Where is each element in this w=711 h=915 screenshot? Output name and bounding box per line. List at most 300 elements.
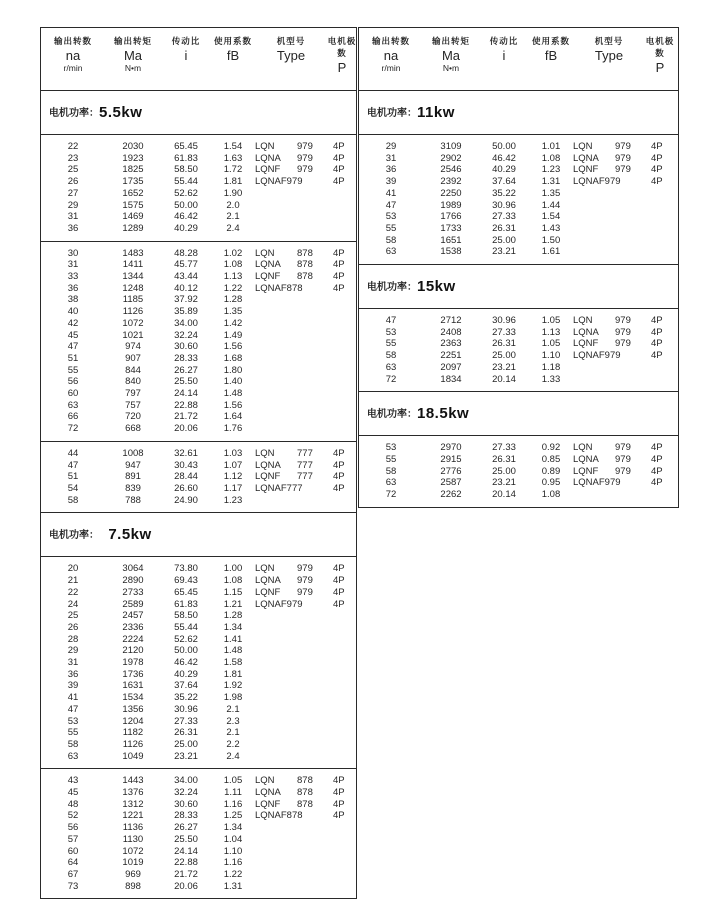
table-row xyxy=(359,338,678,350)
cell-type xyxy=(255,657,327,669)
cell-fb: 0.92 xyxy=(541,442,561,454)
cell-na: 39 xyxy=(67,680,79,692)
cell-type xyxy=(573,153,645,165)
cell-na: 63 xyxy=(385,477,397,489)
cell-fb: 1.40 xyxy=(223,376,243,388)
cell-ma: 1204 xyxy=(122,715,144,727)
cell-fb: 1.08 xyxy=(223,575,243,587)
cell-type xyxy=(255,716,327,728)
cell-na: 51 xyxy=(67,471,79,483)
cell-fb: 1.56 xyxy=(223,399,243,411)
cell-fb: 1.54 xyxy=(223,141,243,152)
cell-ma: 2776 xyxy=(440,465,462,477)
cell-type xyxy=(573,327,645,339)
cell-i: 45.77 xyxy=(174,259,198,271)
cell-ma: 1651 xyxy=(440,234,462,246)
cell-type xyxy=(573,223,645,235)
type-size: 878 xyxy=(297,787,313,799)
cell-na: 53 xyxy=(385,326,397,338)
type-model: LQNF xyxy=(573,465,599,477)
col-symbol: Ma xyxy=(123,48,143,63)
cell-ma: 1130 xyxy=(122,833,144,845)
cell-na: 22 xyxy=(67,141,79,152)
cell-type xyxy=(573,454,645,466)
cell-ma: 1312 xyxy=(122,798,144,810)
cell-i: 32.61 xyxy=(174,447,198,459)
cell-na: 47 xyxy=(67,703,79,715)
cell-type xyxy=(255,448,327,460)
cell-na: 48 xyxy=(67,798,79,810)
cell-ma: 1766 xyxy=(440,211,462,223)
table-row xyxy=(359,454,678,466)
cell-type xyxy=(255,869,327,881)
table-row xyxy=(41,587,356,599)
cell-i: 73.80 xyxy=(174,563,198,575)
cell-ma: 3109 xyxy=(440,141,462,152)
col-header-ma xyxy=(105,35,161,85)
col-header-p xyxy=(645,35,675,85)
cell-p: 4P xyxy=(333,176,345,188)
table-row xyxy=(359,200,678,212)
cell-ma: 1072 xyxy=(122,845,144,857)
cell-type xyxy=(255,188,327,200)
cell-fb: 1.23 xyxy=(223,494,243,506)
cell-na: 31 xyxy=(67,657,79,669)
cell-ma: 1469 xyxy=(122,211,144,223)
cell-fb: 2.1 xyxy=(226,211,240,223)
type-model: LQNF xyxy=(255,586,281,598)
table-row xyxy=(41,330,356,342)
cell-na: 29 xyxy=(67,199,79,211)
cell-type xyxy=(255,669,327,681)
type-size: 878 xyxy=(297,798,313,810)
table-row xyxy=(41,634,356,646)
cell-fb: 1.44 xyxy=(541,199,561,211)
cell-ma: 1248 xyxy=(122,282,144,294)
cell-na: 55 xyxy=(385,453,397,465)
col-label-cn: 输出转矩 xyxy=(431,36,470,46)
col-unit xyxy=(211,63,255,73)
col-label-cn: 传动比 xyxy=(171,36,201,46)
ratio-block xyxy=(41,769,356,898)
cell-i: 40.29 xyxy=(174,668,198,680)
cell-i: 40.29 xyxy=(492,164,516,176)
power-band xyxy=(359,265,678,309)
cell-fb: 0.95 xyxy=(541,477,561,489)
table-row xyxy=(41,834,356,846)
table-row xyxy=(41,353,356,365)
cell-na: 72 xyxy=(385,489,397,501)
cell-fb: 1.33 xyxy=(541,373,561,385)
cell-fb: 1.56 xyxy=(223,341,243,353)
table-row xyxy=(41,739,356,751)
cell-p xyxy=(327,657,357,669)
cell-type xyxy=(255,141,327,153)
col-header-i xyxy=(161,35,211,85)
cell-fb: 2.2 xyxy=(226,738,240,750)
cell-i: 30.43 xyxy=(174,459,198,471)
cell-ma: 1126 xyxy=(122,738,144,750)
cell-ma: 1021 xyxy=(122,329,144,341)
cell-i: 69.43 xyxy=(174,575,198,587)
cell-na: 53 xyxy=(385,442,397,454)
cell-ma: 1376 xyxy=(122,787,144,799)
cell-p: 4P xyxy=(333,798,345,810)
cell-na: 64 xyxy=(67,857,79,869)
cell-na: 56 xyxy=(67,822,79,834)
cell-na: 29 xyxy=(385,141,397,152)
cell-fb: 1.68 xyxy=(223,352,243,364)
table-row xyxy=(41,751,356,763)
cell-na: 23 xyxy=(67,152,79,164)
ratio-block xyxy=(41,135,356,242)
col-unit xyxy=(529,63,573,73)
cell-fb: 1.28 xyxy=(223,294,243,306)
table-row xyxy=(41,176,356,188)
table-row xyxy=(41,318,356,330)
cell-fb: 1.35 xyxy=(541,187,561,199)
cell-p xyxy=(327,341,357,353)
cell-p xyxy=(645,223,675,235)
ratio-block xyxy=(359,135,678,265)
cell-p: 4P xyxy=(333,164,345,176)
cell-ma: 2902 xyxy=(440,152,462,164)
cell-p xyxy=(327,411,357,423)
cell-i: 27.33 xyxy=(174,715,198,727)
cell-i: 26.27 xyxy=(174,822,198,834)
table-row xyxy=(41,495,356,507)
type-size: 777 xyxy=(297,447,313,459)
cell-i: 55.44 xyxy=(174,176,198,188)
cell-i: 34.00 xyxy=(174,775,198,787)
type-size: 979 xyxy=(297,141,313,152)
cell-i: 30.60 xyxy=(174,341,198,353)
type-size: 979 xyxy=(615,338,631,350)
cell-na: 47 xyxy=(67,459,79,471)
cell-type: LQNAF979 xyxy=(255,176,303,188)
cell-type xyxy=(255,857,327,869)
col-symbol: na xyxy=(383,48,399,63)
cell-ma: 1019 xyxy=(122,857,144,869)
cell-na: 41 xyxy=(385,187,397,199)
table-row xyxy=(41,259,356,271)
cell-fb: 1.10 xyxy=(223,845,243,857)
cell-p xyxy=(327,881,357,893)
cell-na: 33 xyxy=(67,271,79,283)
table-row xyxy=(41,306,356,318)
cell-ma: 1733 xyxy=(440,222,462,234)
cell-i: 26.31 xyxy=(492,453,516,465)
cell-na: 40 xyxy=(67,306,79,318)
cell-i: 37.64 xyxy=(492,176,516,188)
cell-na: 25 xyxy=(67,610,79,622)
cell-fb: 1.50 xyxy=(541,234,561,246)
cell-p xyxy=(327,365,357,377)
col-symbol: i xyxy=(184,48,188,63)
cell-type: LQNAF878 xyxy=(255,810,303,822)
type-size: 878 xyxy=(297,247,313,259)
ratio-block xyxy=(359,436,678,507)
cell-ma: 2262 xyxy=(440,489,462,501)
cell-ma: 2251 xyxy=(440,350,462,362)
cell-i: 22.88 xyxy=(174,857,198,869)
table-row xyxy=(41,799,356,811)
type-size: 979 xyxy=(615,453,631,465)
cell-na: 55 xyxy=(67,727,79,739)
cell-ma: 1185 xyxy=(122,294,144,306)
cell-na: 63 xyxy=(67,399,79,411)
cell-p xyxy=(327,400,357,412)
cell-type xyxy=(255,563,327,575)
cell-na: 43 xyxy=(67,775,79,787)
spec-table-right xyxy=(358,27,679,508)
cell-ma: 844 xyxy=(125,364,141,376)
col-header-ma xyxy=(423,35,479,85)
cell-i: 24.14 xyxy=(174,845,198,857)
cell-i: 25.00 xyxy=(492,465,516,477)
cell-na: 26 xyxy=(67,621,79,633)
cell-ma: 2097 xyxy=(440,361,462,373)
cell-na: 47 xyxy=(385,199,397,211)
type-model: LQN xyxy=(255,447,275,459)
table-row xyxy=(41,164,356,176)
cell-ma: 974 xyxy=(125,341,141,353)
cell-ma: 2363 xyxy=(440,338,462,350)
type-model: LQN xyxy=(255,247,275,259)
cell-p xyxy=(327,669,357,681)
cell-na: 44 xyxy=(67,447,79,459)
cell-fb: 1.61 xyxy=(541,246,561,258)
type-size: 979 xyxy=(615,315,631,327)
cell-p: 4P xyxy=(333,482,345,494)
type-model: LQN xyxy=(255,141,275,152)
cell-i: 27.33 xyxy=(492,442,516,454)
cell-na: 55 xyxy=(385,338,397,350)
type-size: 979 xyxy=(615,465,631,477)
cell-p xyxy=(327,727,357,739)
type-size: 979 xyxy=(615,442,631,454)
cell-type xyxy=(255,495,327,507)
cell-p xyxy=(327,645,357,657)
ratio-block xyxy=(41,557,356,769)
cell-fb: 1.48 xyxy=(223,645,243,657)
power-label: 电机功率： xyxy=(49,108,99,119)
cell-i: 65.45 xyxy=(174,141,198,152)
type-size: 979 xyxy=(615,141,631,152)
cell-type xyxy=(255,680,327,692)
cell-i: 26.31 xyxy=(174,727,198,739)
cell-type xyxy=(255,587,327,599)
table-row xyxy=(41,575,356,587)
col-label-cn: 使用系数 xyxy=(213,36,252,46)
table-row xyxy=(41,775,356,787)
cell-na: 72 xyxy=(67,423,79,435)
cell-i: 30.96 xyxy=(492,199,516,211)
col-unit xyxy=(161,63,211,73)
cell-ma: 969 xyxy=(125,868,141,880)
cell-fb: 1.02 xyxy=(223,247,243,259)
type-model: LQNF xyxy=(255,271,281,283)
cell-ma: 1834 xyxy=(440,373,462,385)
cell-ma: 1126 xyxy=(122,306,144,318)
cell-fb: 1.18 xyxy=(541,361,561,373)
cell-type xyxy=(255,471,327,483)
cell-i: 35.22 xyxy=(174,692,198,704)
cell-i: 32.24 xyxy=(174,787,198,799)
cell-ma: 1652 xyxy=(122,187,144,199)
col-label-cn: 输出转矩 xyxy=(113,36,152,46)
table-row xyxy=(41,704,356,716)
type-size: 979 xyxy=(297,152,313,164)
cell-ma: 2733 xyxy=(122,586,144,598)
cell-type xyxy=(255,164,327,176)
cell-p: 4P xyxy=(333,152,345,164)
cell-type xyxy=(255,799,327,811)
cell-i: 25.50 xyxy=(174,833,198,845)
cell-i: 21.72 xyxy=(174,868,198,880)
cell-i: 30.96 xyxy=(174,703,198,715)
cell-i: 23.21 xyxy=(492,477,516,489)
cell-p: 4P xyxy=(333,775,345,787)
cell-i: 58.50 xyxy=(174,164,198,176)
table-row xyxy=(41,471,356,483)
cell-na: 58 xyxy=(385,465,397,477)
cell-fb: 1.49 xyxy=(223,329,243,341)
cell-ma: 1443 xyxy=(122,775,144,787)
cell-i: 26.31 xyxy=(492,222,516,234)
cell-na: 58 xyxy=(67,494,79,506)
cell-ma: 2890 xyxy=(122,575,144,587)
cell-p xyxy=(327,188,357,200)
cell-na: 55 xyxy=(67,364,79,376)
cell-i: 65.45 xyxy=(174,586,198,598)
cell-ma: 1483 xyxy=(122,247,144,259)
cell-na: 56 xyxy=(67,376,79,388)
type-model: LQN xyxy=(255,563,275,575)
cell-type: LQNAF979 xyxy=(573,350,621,362)
col-header-p xyxy=(327,35,357,85)
type-model: LQNA xyxy=(573,152,599,164)
cell-na: 25 xyxy=(67,164,79,176)
cell-type xyxy=(573,235,645,247)
cell-p xyxy=(645,246,675,258)
cell-fb: 1.00 xyxy=(223,563,243,575)
cell-ma: 2408 xyxy=(440,326,462,338)
cell-type xyxy=(255,775,327,787)
cell-ma: 1923 xyxy=(122,152,144,164)
cell-fb: 1.58 xyxy=(223,657,243,669)
cell-p xyxy=(327,751,357,763)
cell-i: 35.89 xyxy=(174,306,198,318)
type-model: LQN xyxy=(573,141,593,152)
cell-fb: 1.13 xyxy=(223,271,243,283)
cell-p xyxy=(327,330,357,342)
cell-p xyxy=(327,869,357,881)
power-value: 18.5kw xyxy=(417,405,470,423)
cell-p xyxy=(327,846,357,858)
cell-p: 4P xyxy=(651,326,663,338)
table-row xyxy=(41,411,356,423)
cell-p xyxy=(327,822,357,834)
col-symbol: i xyxy=(502,48,506,63)
cell-na: 45 xyxy=(67,329,79,341)
table-row xyxy=(41,153,356,165)
cell-i: 24.90 xyxy=(174,494,198,506)
cell-type xyxy=(255,834,327,846)
cell-p xyxy=(327,318,357,330)
cell-fb: 1.63 xyxy=(223,152,243,164)
cell-p: 4P xyxy=(651,465,663,477)
cell-p: 4P xyxy=(333,563,345,575)
cell-type xyxy=(255,751,327,763)
cell-ma: 757 xyxy=(125,399,141,411)
cell-ma: 1072 xyxy=(122,317,144,329)
type-model: LQNA xyxy=(255,459,281,471)
cell-p xyxy=(327,857,357,869)
cell-i: 50.00 xyxy=(174,645,198,657)
cell-na: 29 xyxy=(67,645,79,657)
type-model: LQNA xyxy=(573,453,599,465)
col-header-fb xyxy=(211,35,255,85)
col-header-fb xyxy=(529,35,573,85)
cell-i: 43.44 xyxy=(174,271,198,283)
cell-type: LQNAF979 xyxy=(255,598,303,610)
cell-p: 4P xyxy=(651,176,663,188)
cell-na: 36 xyxy=(67,222,79,234)
cell-ma: 1356 xyxy=(122,703,144,715)
cell-type xyxy=(255,400,327,412)
cell-type xyxy=(573,374,645,386)
cell-p xyxy=(327,739,357,751)
cell-fb: 1.54 xyxy=(541,211,561,223)
type-model: LQN xyxy=(573,442,593,454)
cell-ma: 947 xyxy=(125,459,141,471)
cell-i: 20.14 xyxy=(492,489,516,501)
table-row xyxy=(41,680,356,692)
table-row xyxy=(41,448,356,460)
type-size: 979 xyxy=(615,326,631,338)
cell-p xyxy=(327,223,357,235)
table-row xyxy=(41,341,356,353)
table-row xyxy=(41,423,356,435)
type-model: LQNA xyxy=(255,575,281,587)
cell-type xyxy=(255,622,327,634)
col-unit xyxy=(573,63,645,73)
cell-ma: 2250 xyxy=(440,187,462,199)
cell-i: 30.60 xyxy=(174,798,198,810)
cell-ma: 2589 xyxy=(122,598,144,610)
col-header-i xyxy=(479,35,529,85)
cell-fb: 2.4 xyxy=(226,750,240,762)
cell-na: 53 xyxy=(67,715,79,727)
cell-ma: 2587 xyxy=(440,477,462,489)
col-symbol: fB xyxy=(544,48,558,63)
cell-i: 32.24 xyxy=(174,329,198,341)
cell-ma: 1575 xyxy=(122,199,144,211)
cell-type xyxy=(255,294,327,306)
cell-fb: 1.08 xyxy=(541,489,561,501)
cell-na: 28 xyxy=(67,633,79,645)
cell-na: 42 xyxy=(67,317,79,329)
table-row xyxy=(41,669,356,681)
table-row xyxy=(41,787,356,799)
col-label-cn: 机型号 xyxy=(276,36,306,46)
cell-type xyxy=(573,164,645,176)
power-label: 电机功率： xyxy=(367,108,417,119)
table-row xyxy=(359,153,678,165)
ratio-block xyxy=(359,309,678,392)
cell-na: 53 xyxy=(385,211,397,223)
